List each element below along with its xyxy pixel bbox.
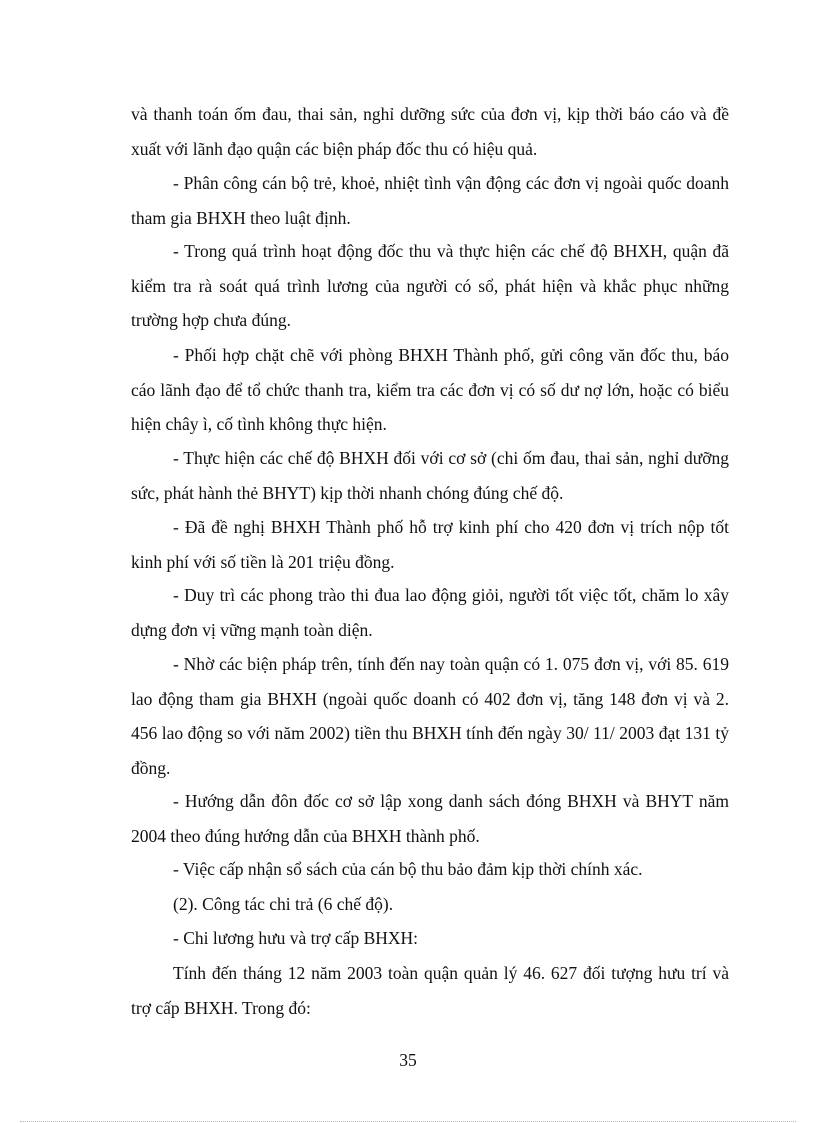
- paragraph-3: - Trong quá trình hoạt động đốc thu và thực hiện các chế độ BHXH, quận đã kiểm tra rà soát quá trình lương của người có sổ, phát hiện và khắc phục những trường hợp chưa đúng.: [131, 241, 729, 330]
- paragraph-9: - Hướng dẫn đôn đốc cơ sở lập xong danh sách đóng BHXH và BHYT năm 2004 theo đúng hướng dẫn của BHXH thành phố.: [131, 791, 729, 846]
- paragraph-1: và thanh toán ốm đau, thai sản, nghỉ dưỡng sức của đơn vị, kịp thời báo cáo và đề xuất với lãnh đạo quận các biện pháp đốc thu có hiệu quả.: [131, 104, 729, 159]
- paragraph-4: - Phối hợp chặt chẽ với phòng BHXH Thành phố, gửi công văn đốc thu, báo cáo lãnh đạo để tổ chức thanh tra, kiểm tra các đơn vị có số dư nợ lớn, hoặc có biểu hiện chây ì, cố tình không thực hiện.: [131, 345, 729, 434]
- paragraph-7: - Duy trì các phong trào thi đua lao động giỏi, người tốt việc tốt, chăm lo xây dựng đơn vị vững mạnh toàn diện.: [131, 585, 729, 640]
- paragraph-8: - Nhờ các biện pháp trên, tính đến nay toàn quận có 1. 075 đơn vị, với 85. 619 lao động tham gia BHXH (ngoài quốc doanh có 402 đơn vị, tăng 148 đơn vị và 2. 456 lao động so với năm 2002) tiền thu BHXH tính đến ngày 30/ 11/ 2003 đạt 131 tỷ đồng.: [131, 654, 729, 778]
- paragraph-12: Tính đến tháng 12 năm 2003 toàn quận quản lý 46. 627 đối tượng hưu trí và trợ cấp BHXH. Trong đó:: [131, 963, 729, 1018]
- paragraph-11: - Chi lương hưu và trợ cấp BHXH:: [173, 928, 419, 948]
- paragraph-6: - Đã đề nghị BHXH Thành phố hỗ trợ kinh phí cho 420 đơn vị trích nộp tốt kinh phí với số tiền là 201 triệu đồng.: [131, 517, 729, 572]
- paragraph-2: - Phân công cán bộ trẻ, khoẻ, nhiệt tình vận động các đơn vị ngoài quốc doanh tham gia BHXH theo luật định.: [131, 173, 729, 228]
- paragraph-5: - Thực hiện các chế độ BHXH đối với cơ sở (chi ốm đau, thai sản, nghỉ dưỡng sức, phát hành thẻ BHYT) kịp thời nhanh chóng đúng chế độ.: [131, 448, 729, 503]
- paragraph-10: - Việc cấp nhận sổ sách của cán bộ thu bảo đảm kịp thời chính xác.: [173, 859, 643, 879]
- page-number: 35: [399, 1050, 417, 1070]
- section-heading: (2). Công tác chi trả (6 chế độ).: [173, 894, 394, 914]
- footer-divider: [20, 1121, 796, 1122]
